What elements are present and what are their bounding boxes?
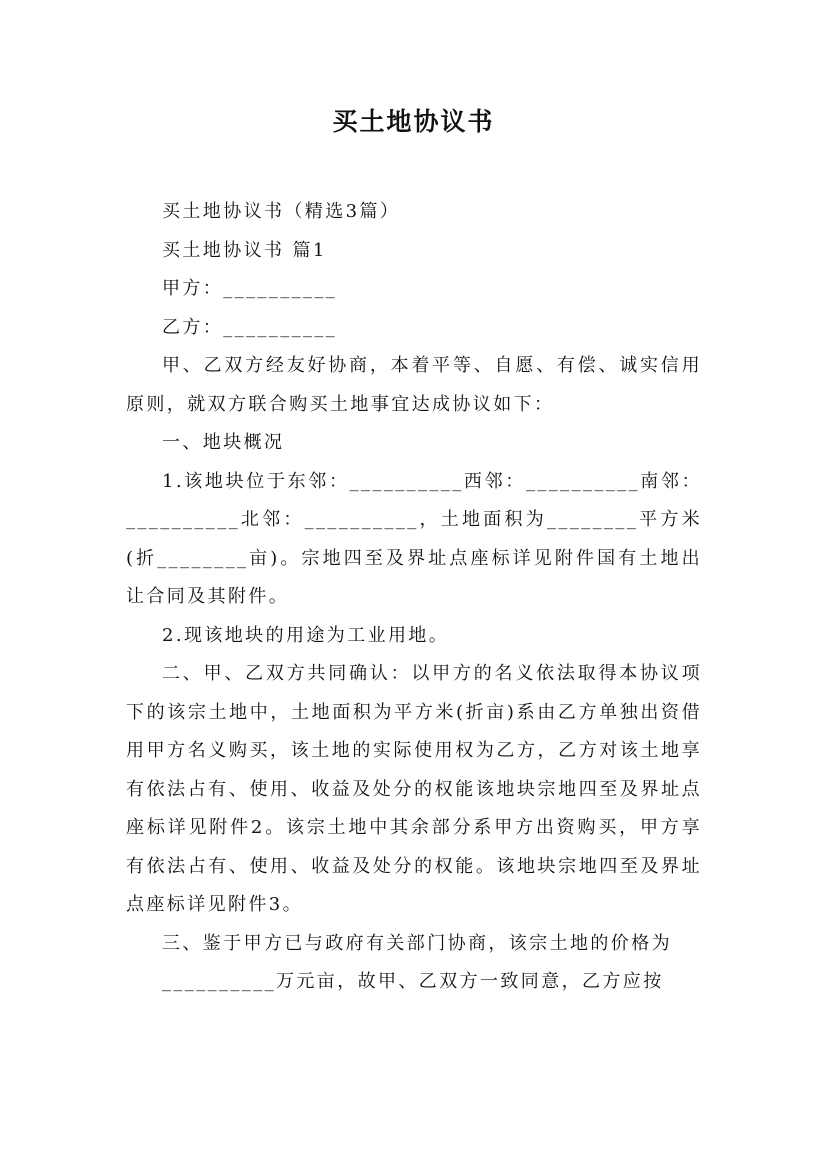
paragraph-party-b: 乙方：__________ xyxy=(162,316,338,338)
document-title: 买土地协议书 xyxy=(332,107,495,136)
paragraph-clause-3-continued: __________万元亩，故甲、乙双方一致同意，乙方应按 xyxy=(162,971,664,992)
paragraph-party-a: 甲方：__________ xyxy=(162,278,338,299)
paragraph-clause-1-2: 2.现该地块的用途为工业用地。 xyxy=(162,624,450,646)
paragraph-clause-2: 二、甲、乙双方共同确认：以甲方的名义依法取得本协议项下的该宗土地中，土地面积为平方米(折亩)系由乙方单独出资借用甲方名义购买，该土地的实际使用权为乙方，乙方对该土地享有依法占有、使用、收益及处分的权能该地块宗地四至及界址点座标详见附件2。该宗土地中其余部分系甲方出资购买，甲方享有依法占有、使用、收益及处分的权能。该地块宗地四至及界址点座标详见附件3。 xyxy=(126,663,702,915)
paragraph-subtitle: 买土地协议书（精选3篇） xyxy=(162,201,401,222)
paragraph-clause-1-heading: 一、地块概况 xyxy=(162,432,285,453)
paragraph-section-heading: 买土地协议书 篇1 xyxy=(162,239,327,261)
paragraph-clause-3: 三、鉴于甲方已与政府有关部门协商，该宗土地的价格为 xyxy=(162,932,672,954)
paragraph-preamble: 甲、乙双方经友好协商，本着平等、自愿、有偿、诚实信用原则，就双方联合购买土地事宜达成协议如下： xyxy=(126,355,702,415)
paragraph-clause-1-1: 1.该地块位于东邻：__________西邻：__________南邻：__________北邻：__________，土地面积为________平方米(折________亩)。宗地四至及界址点座标详见附件国有土地出让合同及其附件。 xyxy=(126,470,702,607)
document-body xyxy=(126,193,702,1002)
